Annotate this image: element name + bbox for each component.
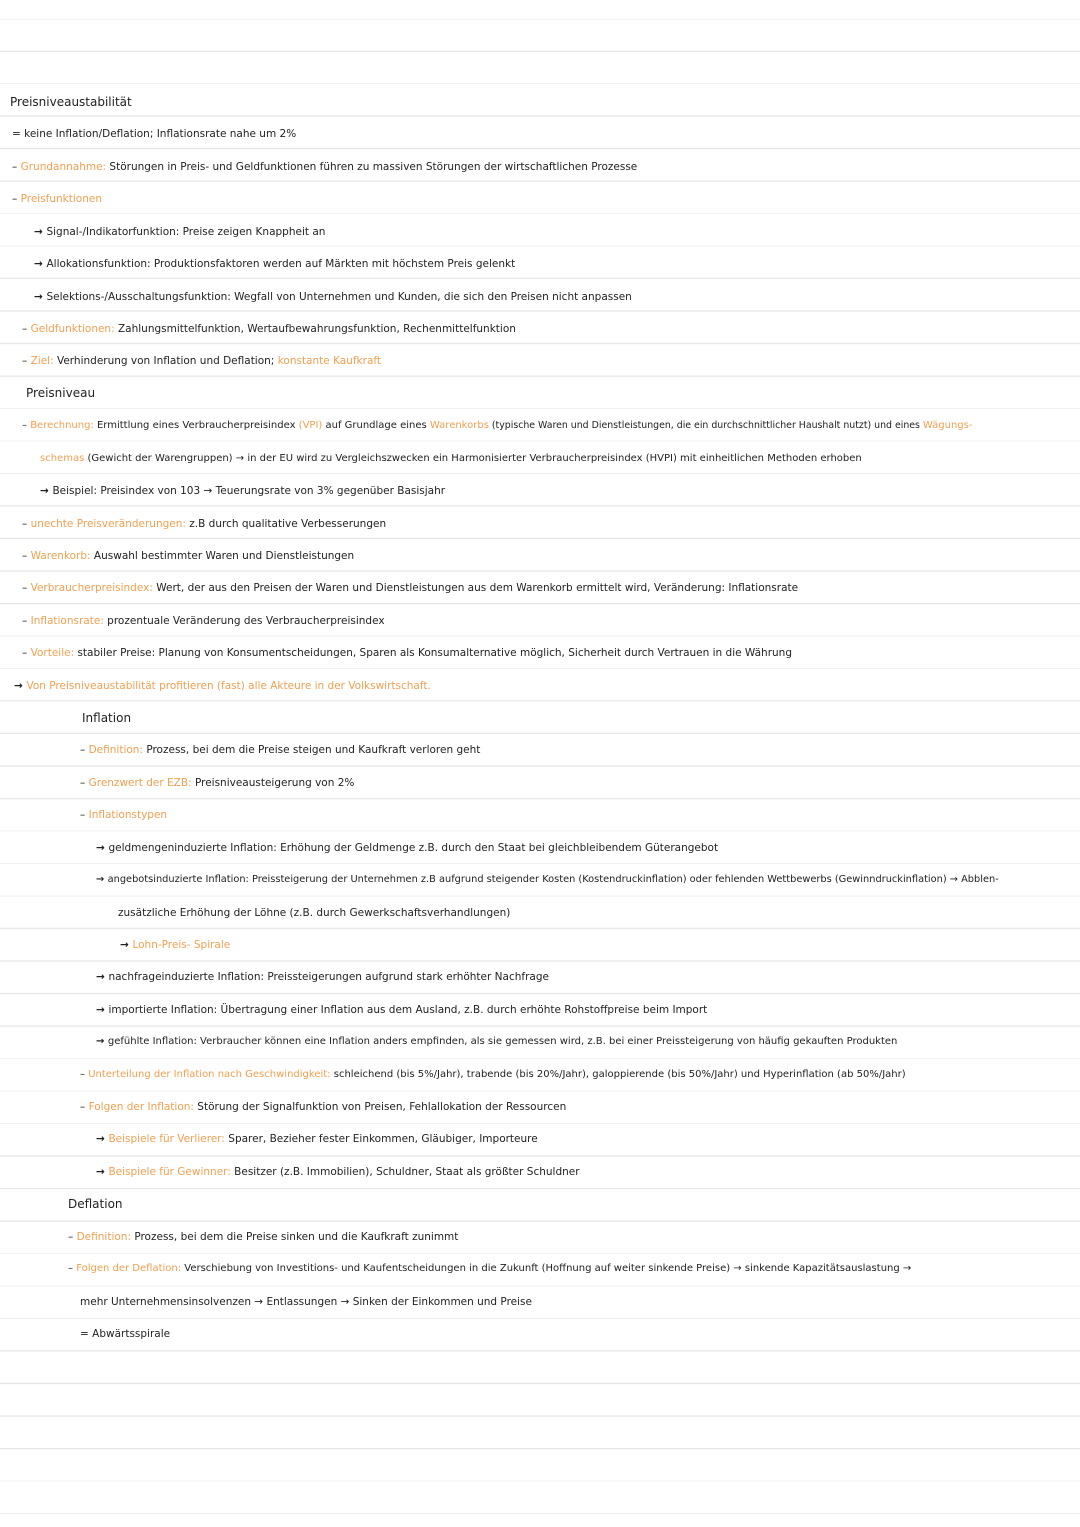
note-text: gefühlte Inflation: Verbraucher können eine Inflation anders empfinden, als sie gemessen wird, z.B. bei einer Preissteigerung von häufig gekauften Produkten: [107, 1036, 898, 1047]
heading-text: Inflation: [82, 711, 132, 725]
note-line: – Definition: Prozess, bei dem die Preise sinken und die Kaufkraft zunimmt: [68, 1231, 459, 1243]
heading-preisniveaustabilitaet: [10, 95, 132, 109]
note-line: [80, 1327, 170, 1341]
note-text: auf Grundlage eines: [322, 420, 430, 431]
note-line: – Verbraucherpreisindex: Wert, der aus den Preisen der Waren und Dienstleistungen aus dem Warenkorb ermittelt wird, Veränderung: Inflationsrate: [22, 582, 799, 594]
note-line: [34, 290, 632, 304]
note-text: Prozess, bei dem die Preise sinken und die Kaufkraft zunimmt: [130, 1231, 459, 1243]
term-label: (VPI): [298, 420, 323, 431]
term-label: konstante Kaufkraft: [277, 355, 382, 367]
note-line: [120, 938, 230, 952]
note-line: – Folgen der Deflation: Verschiebung von Investitions- und Kaufentscheidungen in die Zukunft (Hoffnung auf weiter sinkende Preise) → sinkende Kapazitätsauslastung →: [68, 1263, 912, 1274]
term-label: unechte Preisveränderungen:: [30, 518, 186, 530]
note-text: prozentuale Veränderung des Verbraucherpreisindex: [103, 615, 385, 627]
note-text: Störungen in Preis- und Geldfunktionen führen zu massiven Störungen der wirtschaftlichen Prozesse: [106, 161, 638, 173]
term-label: Beispiele für Gewinner:: [108, 1166, 231, 1178]
note-text: Wert, der aus den Preisen der Waren und Dienstleistungen aus dem Warenkorb ermittelt wird, Veränderung: Inflationsrate: [152, 582, 799, 594]
term-label: schemas: [40, 453, 85, 464]
note-line: [118, 906, 510, 920]
note-text: Verschiebung von Investitions- und Kaufentscheidungen in die Zukunft (Hoffnung auf weiter sinkende Preise) → sinkende Kapazitätsauslastung →: [181, 1263, 912, 1274]
note-text: geldmengeninduzierte Inflation: Erhöhung der Geldmenge z.B. durch den Staat bei gleichbleibendem Güterangebot: [108, 842, 719, 854]
note-line: – Geldfunktionen: Zahlungsmittelfunktion, Wertaufbewahrungsfunktion, Rechenmittelfunktion: [22, 323, 516, 335]
note-text: (Gewicht der Warengruppen) → in der EU wird zu Vergleichszwecken ein Harmonisierter Verbraucherpreisindex (HVPI) mit einheitlichen Methoden erhoben: [84, 453, 862, 464]
term-label: Warenkorb:: [30, 550, 91, 562]
term-label: Folgen der Deflation:: [76, 1263, 182, 1274]
note-text: Sparer, Bezieher fester Einkommen, Gläubiger, Importeure: [224, 1133, 538, 1145]
note-text: mehr Unternehmensinsolvenzen → Entlassungen → Sinken der Einkommen und Preise: [80, 1296, 532, 1308]
arrow-icon: →: [96, 1166, 109, 1178]
note-text: Prozess, bei dem die Preise steigen und Kaufkraft verloren geht: [142, 744, 481, 756]
heading-inflation: [82, 711, 131, 725]
note-line: – Inflationsrate: prozentuale Veränderung des Verbraucherpreisindex: [22, 615, 385, 627]
arrow-icon: →: [96, 1036, 108, 1047]
note-line: – Berechnung: Ermittlung eines Verbraucherpreisindex (VPI) auf Grundlage eines Warenkorbs (typische Waren und Dienstleistungen, die ein durchschnittlicher Haushalt nutzt) und eines Wägungs-: [22, 420, 973, 431]
term-label: Definition:: [88, 744, 143, 756]
term-label: Definition:: [76, 1231, 131, 1243]
note-text: Auswahl bestimmter Waren und Dienstleistungen: [90, 550, 355, 562]
arrow-icon: →: [96, 842, 109, 854]
note-text: nachfrageinduzierte Inflation: Preissteigerungen aufgrund stark erhöhter Nachfrage: [108, 971, 549, 983]
note-text: (typische Waren und Dienstleistungen, die ein durchschnittlicher Haushalt nutzt) und eines: [488, 420, 923, 431]
term-label: Inflationsrate:: [30, 615, 104, 627]
note-line: [96, 970, 549, 984]
note-line: [96, 841, 718, 855]
note-text: schleichend (bis 5%/Jahr), trabende (bis 20%/Jahr), galoppierende (bis 50%/Jahr) und Hyperinflation (ab 50%/Jahr): [330, 1069, 906, 1080]
note-line: – Ziel: Verhinderung von Inflation und Deflation; konstante Kaufkraft: [22, 355, 382, 367]
note-text: z.B durch qualitative Verbesserungen: [185, 518, 387, 530]
term-label: Geldfunktionen:: [30, 323, 115, 335]
term-label: Vorteile:: [30, 647, 75, 659]
note-line: – Preisfunktionen: [12, 193, 102, 205]
term-label: Wägungs-: [922, 420, 973, 431]
note-text: Preisniveausteigerung von 2%: [191, 777, 355, 789]
note-line: [96, 1003, 707, 1017]
note-text: Beispiel: Preisindex von 103 → Teuerungsrate von 3% gegenüber Basisjahr: [52, 485, 446, 497]
heading-preisniveau: [26, 386, 95, 400]
note-text: Verhinderung von Inflation und Deflation;: [53, 355, 278, 367]
term-label: Unterteilung der Inflation nach Geschwindigkeit:: [88, 1069, 331, 1080]
arrow-icon: →: [96, 971, 109, 983]
arrow-icon: →: [96, 874, 108, 885]
term-label: Verbraucherpreisindex:: [30, 582, 153, 594]
note-text: = Abwärtsspirale: [80, 1328, 171, 1340]
note-line: [34, 225, 325, 239]
heading-deflation: [68, 1197, 123, 1211]
note-text: = keine Inflation/Deflation; Inflationsrate nahe um 2%: [12, 128, 297, 140]
note-line: – Grundannahme: Störungen in Preis- und Geldfunktionen führen zu massiven Störungen der wirtschaftlichen Prozesse: [12, 161, 638, 173]
heading-text: Preisniveau: [26, 386, 96, 400]
heading-text: Preisniveaustabilität: [10, 95, 132, 109]
note-line: [80, 1295, 532, 1309]
note-line: [96, 1132, 538, 1146]
note-line: – Definition: Prozess, bei dem die Preise steigen und Kaufkraft verloren geht: [80, 744, 481, 756]
note-text: angebotsinduzierte Inflation: Preissteigerung der Unternehmen z.B aufgrund steigender Kosten (Kostendruckinflation) oder fehlenden Wettbewerbs (Gewinndruckinflation) → Abblen-: [107, 874, 999, 885]
term-label: Inflationstypen: [88, 809, 168, 821]
note-line: [96, 873, 999, 887]
note-line: – Grenzwert der EZB: Preisniveausteigerung von 2%: [80, 777, 355, 789]
note-text: importierte Inflation: Übertragung einer Inflation aus dem Ausland, z.B. durch erhöhte Rohstoffpreise beim Import: [108, 1004, 708, 1016]
note-line: – Inflationstypen: [80, 809, 168, 821]
note-text: stabiler Preise: Planung von Konsumentscheidungen, Sparen als Konsumalternative möglich, Sicherheit durch Vertrauen in die Währung: [74, 647, 792, 659]
note-line: [96, 1035, 897, 1049]
heading-text: Deflation: [68, 1197, 123, 1211]
term-label: Preisfunktionen: [20, 193, 102, 205]
note-line: [34, 257, 515, 271]
term-label: Lohn-Preis- Spirale: [132, 939, 231, 951]
arrow-icon: →: [14, 680, 27, 692]
note-text: Selektions-/Ausschaltungsfunktion: Wegfall von Unternehmen und Kunden, die sich den Preisen nicht anpassen: [46, 291, 632, 303]
note-text: Allokationsfunktion: Produktionsfaktoren werden auf Märkten mit höchstem Preis gelenkt: [46, 258, 516, 270]
arrow-icon: →: [96, 1133, 109, 1145]
note-line: – Vorteile: stabiler Preise: Planung von Konsumentscheidungen, Sparen als Konsumalternative möglich, Sicherheit durch Vertrauen in die Währung: [22, 647, 792, 659]
note-line: – Unterteilung der Inflation nach Geschwindigkeit: schleichend (bis 5%/Jahr), trabende (bis 20%/Jahr), galoppierende (bis 50%/Jahr) und Hyperinflation (ab 50%/Jahr): [80, 1069, 906, 1080]
term-label: Warenkorbs: [429, 420, 489, 431]
arrow-icon: →: [40, 485, 53, 497]
note-line: [12, 127, 296, 141]
term-label: Folgen der Inflation:: [88, 1101, 194, 1113]
arrow-icon: →: [96, 1004, 109, 1016]
arrow-icon: →: [34, 291, 47, 303]
note-text: Ermittlung eines Verbraucherpreisindex: [93, 420, 299, 431]
term-label: Beispiele für Verlierer:: [108, 1133, 225, 1145]
note-line: – Folgen der Inflation: Störung der Signalfunktion von Preisen, Fehlallokation der Ressourcen: [80, 1101, 567, 1113]
note-line: [96, 1165, 580, 1179]
term-label: Ziel:: [30, 355, 54, 367]
note-text: Besitzer (z.B. Immobilien), Schuldner, Staat als größter Schuldner: [230, 1166, 580, 1178]
arrow-icon: →: [34, 258, 47, 270]
term-label: Berechnung:: [30, 420, 94, 431]
arrow-icon: →: [34, 226, 47, 238]
note-text: Zahlungsmittelfunktion, Wertaufbewahrungsfunktion, Rechenmittelfunktion: [114, 323, 516, 335]
arrow-icon: →: [120, 939, 133, 951]
term-label: Von Preisniveaustabilität profitieren (fast) alle Akteure in der Volkswirtschaft.: [26, 680, 431, 692]
note-line: – Warenkorb: Auswahl bestimmter Waren und Dienstleistungen: [22, 550, 355, 562]
note-line: – unechte Preisveränderungen: z.B durch qualitative Verbesserungen: [22, 518, 387, 530]
term-label: Grundannahme:: [20, 161, 107, 173]
note-line: [40, 484, 445, 498]
note-text: Signal-/Indikatorfunktion: Preise zeigen Knappheit an: [46, 226, 326, 238]
note-text: zusätzliche Erhöhung der Löhne (z.B. durch Gewerkschaftsverhandlungen): [118, 907, 511, 919]
note-text: Störung der Signalfunktion von Preisen, Fehlallokation der Ressourcen: [193, 1101, 567, 1113]
note-line: [14, 679, 431, 693]
term-label: Grenzwert der EZB:: [88, 777, 192, 789]
note-line: [40, 452, 862, 466]
